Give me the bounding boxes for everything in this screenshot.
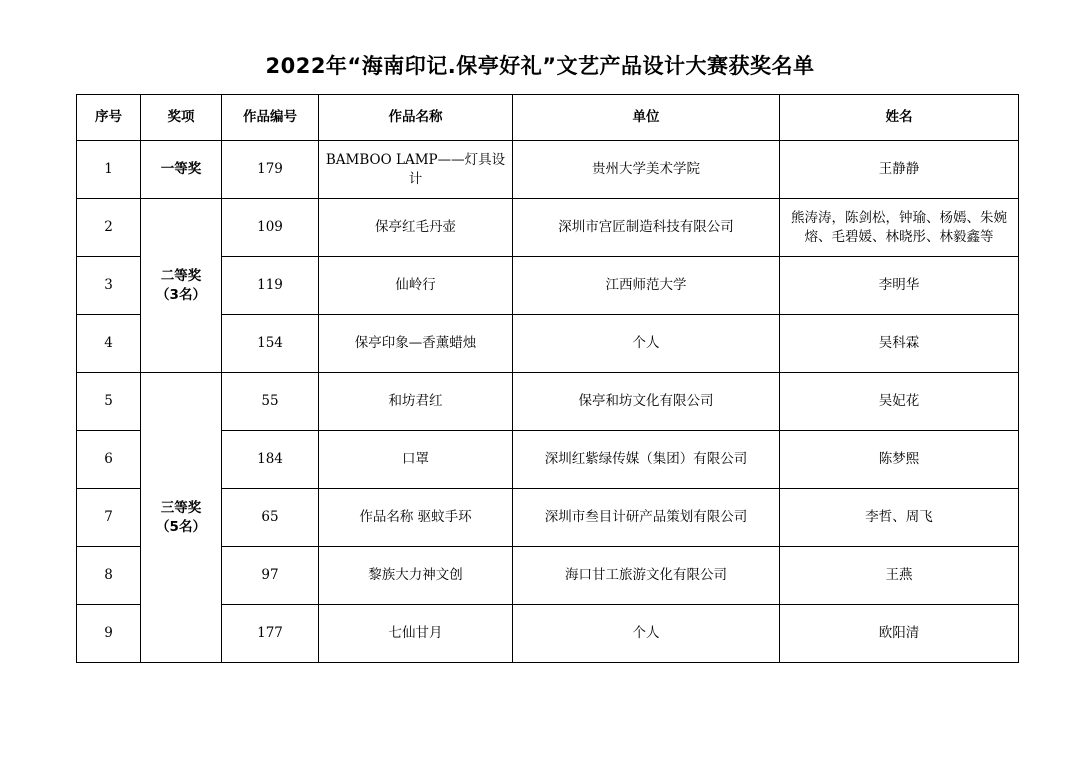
cell-unit: 贵州大学美术学院 (513, 141, 780, 199)
cell-work-no: 55 (222, 373, 319, 431)
cell-seq: 3 (77, 257, 141, 315)
cell-unit: 保亭和坊文化有限公司 (513, 373, 780, 431)
cell-work-name: 七仙甘月 (319, 605, 513, 663)
cell-work-name: 黎族大力神文创 (319, 547, 513, 605)
cell-name: 熊涛涛，陈剑松，钟瑜、杨嫣、朱婉熔、毛碧媛、林晓彤、林毅鑫等 (780, 199, 1019, 257)
cell-work-name: 作品名称 驱蚊手环 (319, 489, 513, 547)
cell-name: 李哲、周飞 (780, 489, 1019, 547)
cell-name: 李明华 (780, 257, 1019, 315)
award-second-count: （3名） (156, 286, 206, 303)
cell-unit: 海口甘工旅游文化有限公司 (513, 547, 780, 605)
award-third-count: （5名） (156, 518, 206, 535)
cell-seq: 4 (77, 315, 141, 373)
table-row (77, 373, 1019, 431)
cell-work-name: 口罩 (319, 431, 513, 489)
cell-name: 欧阳清 (780, 605, 1019, 663)
cell-seq: 9 (77, 605, 141, 663)
cell-work-no: 109 (222, 199, 319, 257)
cell-seq: 1 (77, 141, 141, 199)
award-third (141, 373, 222, 663)
cell-seq: 8 (77, 547, 141, 605)
page-title: 2022年“海南印记.保亭好礼”文艺产品设计大赛获奖名单 (265, 54, 815, 78)
award-first-label: 一等奖 (160, 161, 202, 178)
award-second (141, 199, 222, 373)
cell-unit: 深圳红紫绿传媒（集团）有限公司 (513, 431, 780, 489)
cell-unit: 江西师范大学 (513, 257, 780, 315)
cell-work-no: 179 (222, 141, 319, 199)
cell-seq: 7 (77, 489, 141, 547)
cell-unit: 个人 (513, 605, 780, 663)
cell-work-name: 和坊君红 (319, 373, 513, 431)
awards-table (76, 94, 1019, 663)
cell-seq: 6 (77, 431, 141, 489)
award-first (141, 141, 222, 199)
cell-name: 陈梦熙 (780, 431, 1019, 489)
cell-unit: 个人 (513, 315, 780, 373)
cell-name: 王燕 (780, 547, 1019, 605)
table-row (77, 199, 1019, 257)
table-header-row (77, 95, 1019, 141)
cell-work-name: 保亭红毛丹壶 (319, 199, 513, 257)
cell-name: 吴妃花 (780, 373, 1019, 431)
header-award: 奖项 (141, 95, 222, 141)
cell-work-no: 177 (222, 605, 319, 663)
cell-work-no: 154 (222, 315, 319, 373)
cell-work-name: 仙岭行 (319, 257, 513, 315)
cell-name: 王静静 (780, 141, 1019, 199)
award-third-label: 三等奖 (160, 500, 202, 517)
header-seq: 序号 (77, 95, 141, 141)
cell-work-no: 97 (222, 547, 319, 605)
cell-work-name: BAMBOO LAMP——灯具设计 (319, 141, 513, 199)
header-unit: 单位 (513, 95, 780, 141)
table-row (77, 141, 1019, 199)
cell-seq: 2 (77, 199, 141, 257)
cell-seq: 5 (77, 373, 141, 431)
header-work-name: 作品名称 (319, 95, 513, 141)
cell-work-name: 保亭印象—香薰蜡烛 (319, 315, 513, 373)
award-second-label: 二等奖 (160, 268, 202, 285)
header-work-no: 作品编号 (222, 95, 319, 141)
cell-unit: 深圳市叁目计研产品策划有限公司 (513, 489, 780, 547)
cell-work-no: 65 (222, 489, 319, 547)
cell-work-no: 119 (222, 257, 319, 315)
header-name: 姓名 (780, 95, 1019, 141)
cell-name: 吴科霖 (780, 315, 1019, 373)
cell-unit: 深圳市宫匠制造科技有限公司 (513, 199, 780, 257)
cell-work-no: 184 (222, 431, 319, 489)
